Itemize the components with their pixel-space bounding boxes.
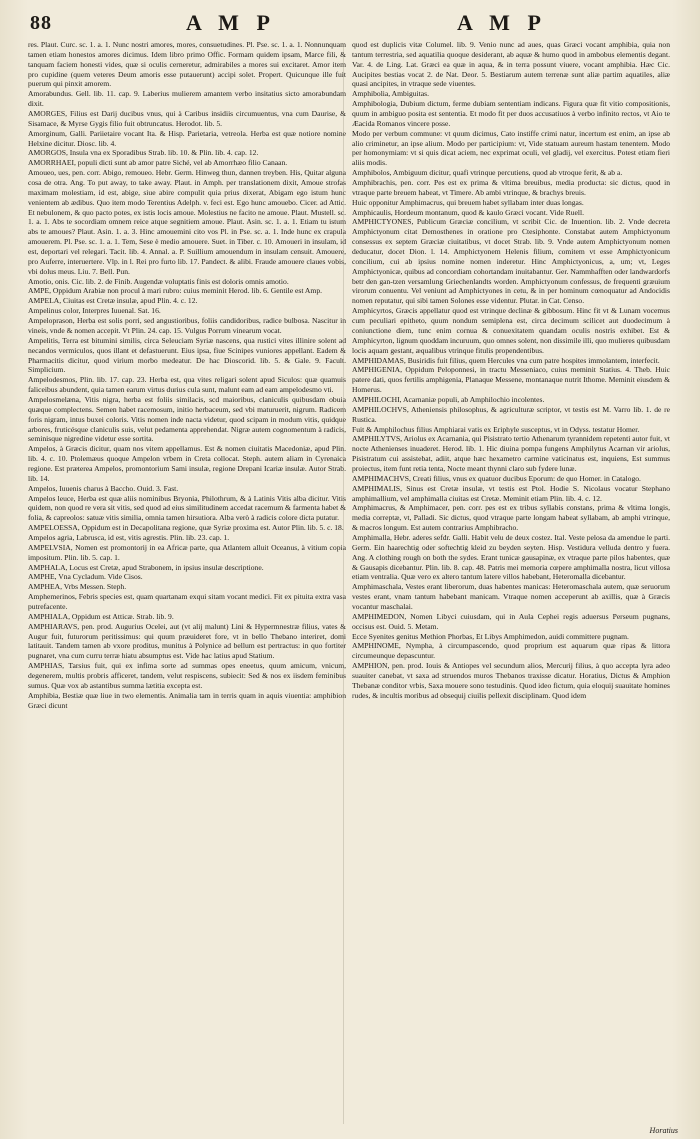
dictionary-entry: Amphibia, Bestiæ quæ liue in two elementis. Animalia tam in terris quam in aquis viuentia: amphibion Græci dicunt	[28, 690, 346, 710]
dictionary-entry: AMPHINOME, Nympha, à circumpascendo, quod proprium est aquarum quæ ripas & littora circumeunque depascuntur.	[352, 641, 670, 661]
catchword: Horatius	[649, 1126, 678, 1135]
dictionary-entry: Amorabundus. Gell. lib. 11. cap. 9. Laberius mulierem amantem verbo insitatius sicto amorabundam dixit.	[28, 89, 346, 109]
dictionary-entry: Ampelitis, Terra est bitumini similis, circa Seleuciam Syriæ nascens, qua rustici vites illinire solent ad necandos vermiculos, quos illant et defastuerunt. Eius ipsa, fiue Scinipes vuniores appellant. Eadem & Pharmacitis dicitur, quod virium morbo medeatur. De hac Dioscorid. lib. 5. & Gale. 9. Facult. Simplicium.	[28, 335, 346, 375]
dictionary-entry: AMPELOESSA, Oppidum est in Decapolitana regione, quæ Syriæ proxima est. Autor Plin. lib. 5. c. 18.	[28, 523, 344, 533]
dictionary-entry: Ampelos leuce, Herba est quæ aliis nominibus Bryonia, Philothrum, & à Latinis Vitis alba dicitur. Vitis quidem, non quod re vera sit vitis, sed quod ad eius similitudinem accedat racemum & farmenta habet & folia, & capreolos: satuæ vitis similia, omnia tamen hirsutiora. Alba verò à radicis colore dicta putatur.	[28, 493, 346, 523]
dictionary-entry: Ampelos, Iuuenis charus à Baccho. Ouid. 3. Fast.	[28, 483, 179, 493]
dictionary-entry: AMPHE, Vna Cycladum. Vide Cisos.	[28, 572, 143, 582]
dictionary-entry: Ampeloprason, Herba est solis porri, sed angustioribus, foliis candidoribus, radice bulbosa. Nascitur in vineis, vnde & nomen accepit. Vt Plin. 24. cap. 15. Vulgus Porrum vinearum vocat.	[28, 316, 346, 335]
dictionary-entry: Ampelosmelæna, Vitis nigra, herba est foliis similacis, scd maioribus, claniculis quibusdam obuia quæque complectens. Semen habet racemosum, initio herbaceum, sed vbi maturuerit, nigrum. Radicem foris nigram, intus buxei coloris. Vitis nomen inde nacta videtur, quod scipam in modum vitis, quidque arbores, fruticésque claniculis suis, velut pedamenta apprehendat. Nigræ autem cognomentum à radicis, seminisque nigredine videtur esse sortita.	[28, 394, 346, 444]
dictionary-entry: AMPHIGENIA, Oppidum Peloponnesi, in tractu Messeniaco, cuius meminit Statius. 4. Theb. Huic patere dati, quos fertilis amphigenia, Planaque Messene, montanaque nutrit Ithome. Meminit eiusdem & Homerus.	[352, 365, 670, 395]
dictionary-entry: res. Plaut. Curc. sc. 1. a. 1. Nunc nostri amores, mores, consuetudines. Pl. Pse. sc. 1. a. 1. Nonnunquam tamen etiam honestos amores dicimus. Idem libro primo Offic. Formam quidem ipsam, Marce fili, & tanquam faciem honesti vides, quæ si oculis cerneretur, admirabiles a mores sui excitaret. Amor item pro cupidine (quem veteres Deum amoris esse putauerunt) accipi solet. Propert. Quicunque ille fuit puerum qui pinxit amorem.	[28, 40, 346, 89]
dictionary-entry: AMPHIAS, Tarsius fuit, qui ex infima sorte ad summas opes eneetus, quum amicum, vnicum, degenerem, multis probris afficeret, tandem, velut respiscens, subiecit: Sed & nos ex iisdem feminibus sumus. Quæ vox ab astantibus summa lætitia excepta est.	[28, 661, 346, 690]
dictionary-entry: AMPHIMACHVS, Creati filius, vnus ex quatuor ducibus Eporum: de quo Homer. in Catalogo.	[352, 473, 641, 483]
dictionary-entry: AMPELA, Ciuitas est Cretæ insulæ, apud Plin. 4. c. 12.	[28, 296, 198, 306]
dictionary-entry: Amphibrachis, pen. corr. Pes est ex prima & vltima breuibus, media producta: sic dictus, quod in vtraque parte breuem habeat, vt Timere. Ab ambi vtrinque, & brachys breuis.	[352, 178, 670, 197]
dictionary-entry: quod est duplicis vitæ Columel. lib. 9. Venio nunc ad aues, quas Græci vocant amphibia, quia non tantum terrestria, sed aquatilia quoque desiderant, ab aquæ & humo quod in ambobus elementis degant. Var. 4. de Ling. Lat. Græci ea quæ in aqua, & in terra possunt viuere, vocant amphibia. Hæc Cic. Aucipites bestias vocat 2. de Nat. Deor. 5. Bestiarum autem terrenæ sunt aliæ partim aquatiles, aliæ quasi ancipites, in vtraque sede viuentes.	[352, 40, 670, 89]
dictionary-entry: Amphemerinos, Febris species est, quam quartanam exqui sitam vocant medici. Fit ex pituita extra vasa putrefacente.	[28, 592, 346, 611]
dictionary-entry: AMPHIMEDON, Nomen Libyci cuiusdam, qui in Aula Cephei regis aduersus Perseum pugnans, occisus est. Ouid. 5. Metam.	[352, 611, 670, 631]
dictionary-entry: AMORRHAEI, populi dicti sunt ab amor patre Siché, vel ab Amorrhæo filio Canaan.	[28, 158, 288, 168]
dictionary-entry: AMPHICTYONES, Publicum Græciæ concilium, vt scribit Cic. de Inuention. lib. 2. Vnde decreta Amphictyonum citat Demosthenes in oratione pro Ctesiphonte. Constabat autem Amphictyonum consessus ex septem Græciæ ciuitatibus, vt docet Strab. lib. 9. Vnde autem Amphictyonum nomen deducatur, docet Dion. l. 14. Amphictyonem Helenis filium, comitem vt esse Amphictyonicum concilium, cui ab ipsius nomine nomen inderetur. Hinc Amphictyonicus, a, um; vt, Leges Amphictyonicæ, quibus ad concordiam cohortandam inuitabantur. Ger. Nammhafften oder landwardorfs betr den gan-tzen versamlung Griechenlandts worden. Amphictyonum confessus, de frequenti græuium virorum conuentu. Vel veniunt ad Amphictyones in cetu, & in per hominum cœnoquatur ad Andocidis nomen reputatur, qui sibi tamen Solones esse videntur. Plutar. in Cat. Censo.	[352, 217, 670, 306]
dictionary-entry: AMORGES, Filius est Darij ducibus vnus, qui à Caribus insidiis circumuentus, vna cum Daurise, & Sisamace, & Myrse Gygis filio fuit obtruncatus. Herodot. lib. 5.	[28, 109, 346, 128]
dictionary-entry: AMPHILYTVS, Ariolus ex Acarnania, qui Pisistrato tertio Athenarum tyrannidem repetenti autor fuit, vt nocte Athenienses inuaderet. Herod. lib. 1. Hic diuina pompa fungens Amphilytus Acarnan vir ariolus, Pisistratum cui assistebat, adiit, atque hæc hexametro carmine vaticinatus est, inquiens, Est summus proiectus, item funt retia tenta, Nocte meant thynni claro sub fydere lunæ.	[352, 434, 670, 473]
page-number: 88	[30, 12, 52, 34]
dictionary-entry: Amorginum, Galli. Pariietaire vocant Ita. & Hisp. Parietaria, vetreola. Herba est quæ notiore nomine Helxine dicitur. Diosc. lib. 4.	[28, 128, 346, 148]
running-head-left: A M P	[186, 10, 276, 35]
dictionary-entry: Amphimalla, Hebr. aderes sefdr. Galli. Habit velu de deux costez. Ital. Veste pelosa da amendue le parti. Germ. Ein haarechtig oder softechtig kleid zu beyden seyten. Hisp. Vestidura velluda dentro y fuera. Ang. A clothing rough on both the sydes. Erant tunicæ gausapinæ, ex vtraque parte pilos habentes, quæ & Gausapis dicebantur. Plin. lib. 8. cap. 48. Patris mei memoria cœpere amphimalla nostra, licut villosa etiam ventralia. Quæ vero ex altero tantum latere villos habebant, Heteromalla dicebantur.	[352, 532, 670, 582]
dictionary-entry: AMPHILOCHI, Acarnaniæ populi, ab Amphilochio incolentes.	[352, 394, 545, 404]
dictionary-entry: AMPHIDAMAS, Busiridis fuit filius, quem Hercules vna cum patre hospites immolantem, interfecit.	[352, 355, 660, 365]
dictionary-entry: AMPHALA, Locus est Cretæ, apud Strabonem, in ipsius insulæ descriptione.	[28, 562, 264, 572]
dictionary-entry: Ampelinus color, Interpres Iuuenal. Sat. 16.	[28, 306, 161, 316]
dictionary-entry: Ampelodesmos, Plin. lib. 17. cap. 23. Herba est, qua vites religari solent apud Siculos: quæ quamuis faliceibus abundent, quia tamen earum virtus durius cula sunt, malunt eam ad eam ampelodesmo vti.	[28, 375, 346, 395]
dictionary-entry: AMORGOS, Insula vna ex Sporadibus Strab. lib. 10. & Plin. lib. 4. cap. 12.	[28, 148, 259, 158]
dictionary-entry: AMPE, Oppidum Arabiæ non procul à mari rubro: cuius meminit Herod. lib. 6. Gentile est Amp.	[28, 286, 323, 296]
dictionary-entry: Amphicaulis, Hordeum montanum, quod & kaulo Græci vocant. Vide Ruell.	[352, 207, 585, 217]
dictionary-entry: Ecce Syenites genitus Methion Phorbas, Et Libys Amphimedon, auidi committere pugnam.	[352, 631, 629, 641]
dictionary-entry: Amphicyrtos, Græcis appellatur quod est vtrinque declinæ & gibbosum. Hinc fit vt & Lunam vocemus cum peculiari epitheto, quum nondum semiplena est, circa decimum scilicet aut duodecimum à coniunctione diem, tunc enim cornua & conuexitatem quandam oculis nostris exhibet. Est & Amphicyrton, lignum quoddam incuruum, quo omnes solent, non dissimile illi, quo mulieres quibusdam locis aquam gestant, æqualibus vtrinque fitulis propendentibus.	[352, 306, 670, 355]
dictionary-entry: AMPHIARAVS, pen. prod. Augurius Ocelei, aut (vt alij malunt) Lini & Hypermnestræ filius, vates & Augur fuit, futurorum peritissimus: qui quum præuideret fore, vt in bello Thebano interiret, domi latitauit. Tandem tamen ab vxore proditus, munitus à Polynice ad bellum est pertractus: in quo fortiter pugnaret, vna cum curru terræ hiatu absumptus est. Vide hac latius apud Statium.	[28, 621, 346, 661]
dictionary-entry: Amphimacrus, & Amphimacer, pen. corr. pes est ex tribus syllabis constans, prima & vltima longis, media correptæ, vt, Palladi. Sic dictus, quod vtraque parte longam habeat syllabam, ab amphi vtrinque, & macros longum. Est autem contrarius Amphibracho.	[352, 503, 670, 533]
left-column	[28, 40, 346, 1130]
dictionary-entry: AMPHIALA, Oppidum est Atticæ. Strab. lib. 9.	[28, 611, 174, 621]
dictionary-entry: Amphibologia, Dubium dictum, ferme dubiam sententiam indicans. Figura quæ fit vitio compositionis, quum in ambiguo posita est sententia. Et modo fit per duos accusatiuos à verbo infinito rectos, vt Aio te Æacida Romanos vincere posse.	[352, 99, 670, 128]
dictionary-entry: AMPELVSIA, Nomen est promontorij in ea Africæ parte, qua Atlantem alluit Oceanus, à vitium copia impositum. Plin. lib. 5. cap. 1.	[28, 542, 346, 562]
dictionary-entry: AMPHIMALIS, Sinus est Cretæ insulæ, vt testis est Ptol. Hodie S. Nicolaus vocatur Stephano amphimallium, vel amphimalla ciuitas est Cretæ. Meminit etiam Plin. lib. 4. c. 12.	[352, 483, 670, 503]
dictionary-entry: Amphibolia, Ambiguitas.	[352, 89, 429, 99]
dictionary-entry: Amphibolos, Ambiguum dicitur, quafi vtrinque percutiens, quod ab vtroque ferit, & ab a.	[352, 168, 623, 178]
dictionary-entry: AMPHILOCHVS, Atheniensis philosophus, & agriculturæ scriptor, vt testis est M. Varro lib. 1. de re Rustica.	[352, 404, 670, 424]
right-column	[352, 40, 670, 1130]
dictionary-entry: AMPHEA, Vrbs Messen. Steph.	[28, 582, 127, 592]
running-head-right: A M P	[457, 10, 547, 35]
dictionary-entry: Amoueo, ues, pen. corr. Abigo, remoueo. Hebr. Germ. Hinweg thun, dannen treyben. His, Quitar alguna cosa de otra. Ang. To put away, to take away. Plaut. in Amph. per translationem dixit, Amoue strofas maximam molestiam, id est, abige, siue abire compulit quia prius dixerat, Abigam ego istum hunc venientem ab ædibus. Quo item modo Terentius Adelph. v. feci est. Ego hunc amouebo. Cicer. ad Attic. Et nebulonem, & quo pacto potes, ex istis locis amoue. Molestius ne facito ne amoue. Plaut. Mustell. sc. 1. a. 1. Abs te socordiam omnem reice atque segnitiem amoue. Plaut. Asin. sc. 1. a. 1. Etiam tu istum abs te amoues? Plaut. Asin. 1. a. 3. Hinc amouemini cito vos Pl. in Pse. sc. a. 1. Inde hunc ex crapula amouerem. Pl. Pse. sc. 1. a. 1. Tem, Sese è medio amouere. Suet. in Tiber. c. 10. Amoueri in insulam, id est, deportari vel relegari. Tacit. lib. 4. Annal. a. P. Suillium amouendum in insulam censuit. Amouere, pro Auferre, interuertere. Vlp. in l. Rei pro furto lib. 17. Pandect. & alibi. Fraude amouere claues vobis, vbi dolus meus. Liu. 7. Bell. Pun.	[28, 168, 346, 276]
page-header	[0, 8, 700, 42]
dictionary-entry: Ampelos, à Græcis dicitur, quam nos vitem appellamus. Est & nomen ciuitatis Macedoniæ, apud Plin. lib. 4. c. 10. Ptolemæus quoque Ampelon vrbem in Creta collocat. Steph. autem aliam in Cyrenaica regione. Est præterea Ampelos, promontorium Sami insulæ, regione Drepani Icariæ insulæ. Autor Strab. lib. 14.	[28, 444, 346, 483]
dictionary-entry: Modo per verbum commune: vt quum dicimus, Cato instiffe crimi natur, incertum est enim, an ipse ab alio criminetur, an ipse alium. Modo per participium: vt, Vide statuam aureum hastam tenentem. Modo per homonymiam: vt si quis dicat aciem, nec exprimat oculi, vel gladij, vel exercitus. Potest etiam fieri aliis modis.	[352, 128, 670, 168]
dictionary-entry: Ampelos agria, Labrusca, id est, vitis agrestis. Plin. lib. 23. cap. 1.	[28, 532, 230, 542]
dictionary-entry: Fuit & Amphilochus filius Amphiarai vatis ex Eriphyle susceptus, vt in Odyss. testatur Homer.	[352, 424, 640, 434]
dictionary-entry: AMPHION, pen. prod. Iouis & Antiopes vel secundum alios, Mercurij filius, à quo accepta lyra adeo suauiter canebat, vt saxa ad struendos muros Thebanos traxisse dicatur. Horatius, Dictus & Amphion Thebanæ conditor vrbis, Saxa mouere sono testudinis. Quod ideo fictum, quia eloquij suauitate homines rudes, & incultis moribus ad obsequij ciuilis pellexit disciplinam. Quod idem	[352, 661, 670, 700]
dictionary-entry: Huic opponitur Amphimacrus, qui breuem habet syllabam inter duas longas.	[352, 197, 584, 207]
dictionary-entry: Amphimaschala, Vestes erant liberorum, duas habentes manicas: Heteromaschala autem, quæ seruorum vestes erant, vnam tantum habebant manicam. Vtraque nomen acceperunt ab axillis, quæ à Græcis vocantur maschalai.	[352, 582, 670, 611]
column-divider	[343, 44, 344, 1124]
dictionary-entry: Amotio, onis. Cic. lib. 2. de Finib. Augendæ voluptatis finis est doloris omnis amotio.	[28, 276, 289, 286]
